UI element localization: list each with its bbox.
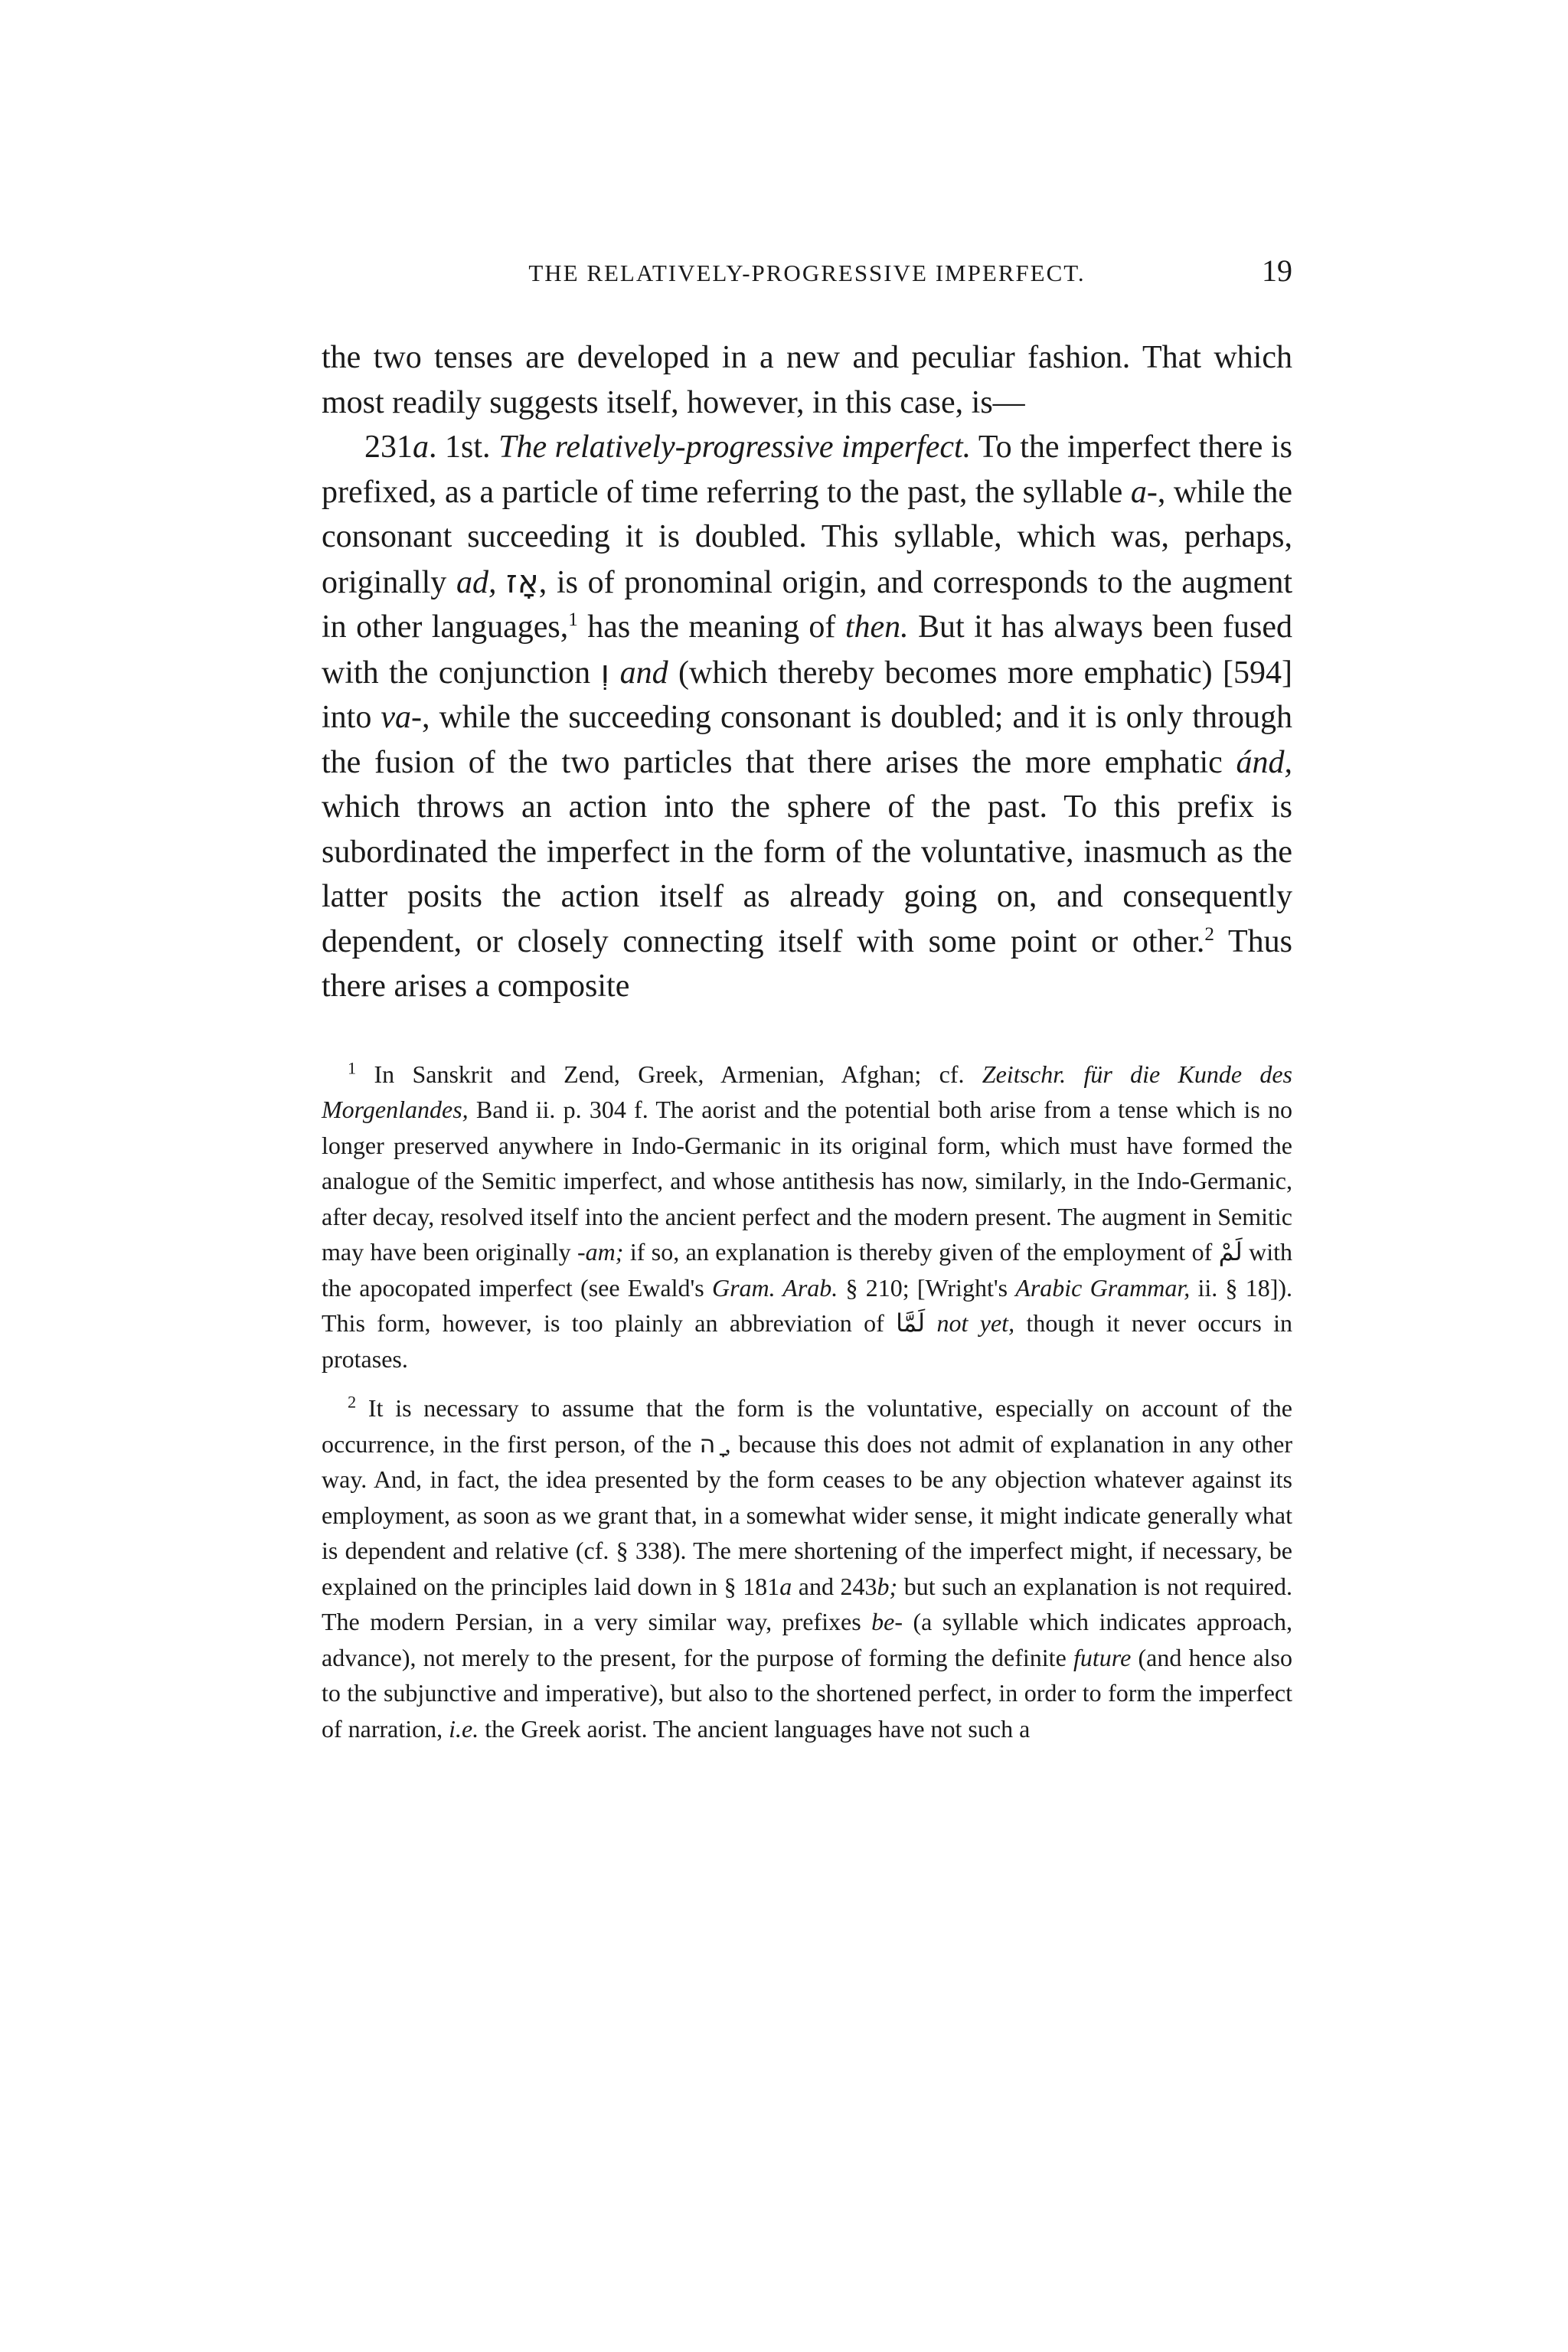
section-lead: . 1st. <box>429 430 499 465</box>
text-segment: To the imperfect there is prefixed, as a particle of time referring to the past, the syllable <box>322 430 1292 510</box>
running-head <box>322 253 1292 299</box>
footnote-2 <box>322 1390 1292 1746</box>
footnote-ref-2[interactable]: 2 <box>1204 923 1214 945</box>
text-segment: (a syllable which indicates approach, advance), not merely to the present, for the purpose of forming the definite <box>322 1608 1293 1671</box>
footnote-mark-1: 1 <box>348 1057 357 1077</box>
text-segment: with the apocopated imperfect (see Ewald's <box>322 1238 1293 1302</box>
word-and: and <box>619 655 668 691</box>
form-am: -am; <box>577 1238 624 1266</box>
journal-title: Zeitschr. für die Kunde des Morgenlandes, <box>322 1060 1293 1123</box>
paragraph-1-text: the two tenses are developed in a new and peculiar fashion. That which most readily suggests itself, however, in this case, is— <box>322 340 1292 420</box>
syllable-a: a- <box>1130 474 1158 510</box>
prefix-be: be- <box>871 1608 903 1635</box>
section-title: The relatively-progressive imperfect. <box>498 430 972 465</box>
main-text <box>322 335 1292 1009</box>
text-segment: (which thereby becomes more emphatic) [594] into <box>322 655 1292 735</box>
text-segment: , while the succeeding consonant is doubled; and it is only through the fusion of the two particles that there arises the more emphatic <box>322 700 1292 780</box>
text-segment: though it never occurs in protases. <box>322 1309 1293 1373</box>
paragraph-2 <box>322 425 1292 1009</box>
text-segment: (and hence also to the subjunctive and imperative), but also to the shortened perfect, in order to form the imperfect of narration, <box>322 1643 1293 1743</box>
section-number: 231 <box>364 430 413 465</box>
text-segment: In Sanskrit and Zend, Greek, Armenian, Afghan; cf. <box>356 1060 982 1088</box>
footnote-1 <box>322 1057 1292 1377</box>
text-segment: the Greek aorist. The ancient languages have not such a <box>479 1714 1031 1743</box>
footnote-ref-1[interactable]: 1 <box>568 609 578 630</box>
word-then: then. <box>844 609 909 645</box>
footnotes <box>322 1057 1292 1747</box>
text-segment: It is necessary to assume that the form is the voluntative, especially on account of the occurrence, in the first person, of the <box>322 1394 1292 1458</box>
text-segment: if so, an explanation is thereby given of the employment of <box>623 1238 1219 1266</box>
text-segment: and 243 <box>792 1572 877 1600</box>
text-segment: , while the consonant succeeding it is doubled. This syllable, which was, perhaps, originally <box>322 474 1292 600</box>
hebrew-word: אָז <box>506 562 539 600</box>
hebrew-conjunction: וְ <box>600 652 610 691</box>
arabic-lam: لَمْ <box>1218 1237 1243 1266</box>
paragraph-1 <box>322 335 1292 425</box>
section-letter: a <box>413 430 429 465</box>
book-title-arabic-grammar: Arabic Grammar, <box>1015 1273 1191 1302</box>
hebrew-he: ה ָ <box>699 1429 725 1459</box>
text-segment: , is of pronominal origin, and corresponds to the augment in other languages, <box>322 564 1293 645</box>
text-segment: ii. § 18]). This form, however, is too plainly an abbreviation of <box>322 1273 1293 1337</box>
abbrev-ie: i.e. <box>449 1714 479 1743</box>
text-segment: , because this does not admit of explanation in any other way. And, in fact, the idea presented by the form ceases to be any objection whatever against its employment, as soon as we grant that, in a somewhat wider sense, it might indicate generally what is dependent and relative (cf. § 338). The mere shortening of the imperfect might, if necessary, be explained on the principles laid down in § 181 <box>322 1429 1293 1600</box>
section-letter: a <box>779 1572 792 1600</box>
book-page <box>322 253 1292 1760</box>
text-segment: but such an explanation is not required. The modern Persian, in a very similar way, prefixes <box>322 1572 1293 1635</box>
word-future: future <box>1073 1643 1132 1671</box>
syllable-va: va- <box>381 700 423 735</box>
text-segment: § 210; [Wright's <box>838 1273 1016 1302</box>
word-ad: ad, <box>456 564 497 600</box>
running-title: THE RELATIVELY-PROGRESSIVE IMPERFECT. <box>528 260 1086 286</box>
text-segment: Thus there arises a composite <box>322 923 1292 1004</box>
word-and-emphatic: ánd, <box>1236 744 1292 780</box>
text-segment: Band ii. p. 304 f. The aorist and the potential both arise from a tense which is no longer preserved anywhere in Indo-Germanic in its original form, which must have formed the analogue of the Semitic imperfect, and whose antithesis has now, similarly, in the Indo-Germanic, after decay, resolved itself into the ancient perfect and the modern present. The augment in Semitic may have been originally <box>322 1096 1292 1266</box>
page-number: 19 <box>1262 253 1292 288</box>
text-segment: has the meaning of <box>577 609 845 645</box>
arabic-lamma: لَمَّا <box>896 1308 926 1338</box>
text-segment: which throws an action into the sphere of the past. To this prefix is subordinated the imperfect in the form of the voluntative, inasmuch as the latter posits the action itself as already going on, and consequently dependent, or closely connecting itself with some point or other. <box>322 789 1292 959</box>
book-title-gram-arab: Gram. Arab. <box>711 1273 838 1302</box>
section-letter: b; <box>877 1572 898 1600</box>
phrase-not-yet: not yet, <box>925 1309 1015 1337</box>
text-segment: But it has always been fused with the conjunction <box>322 609 1293 691</box>
footnote-mark-2: 2 <box>348 1392 357 1412</box>
